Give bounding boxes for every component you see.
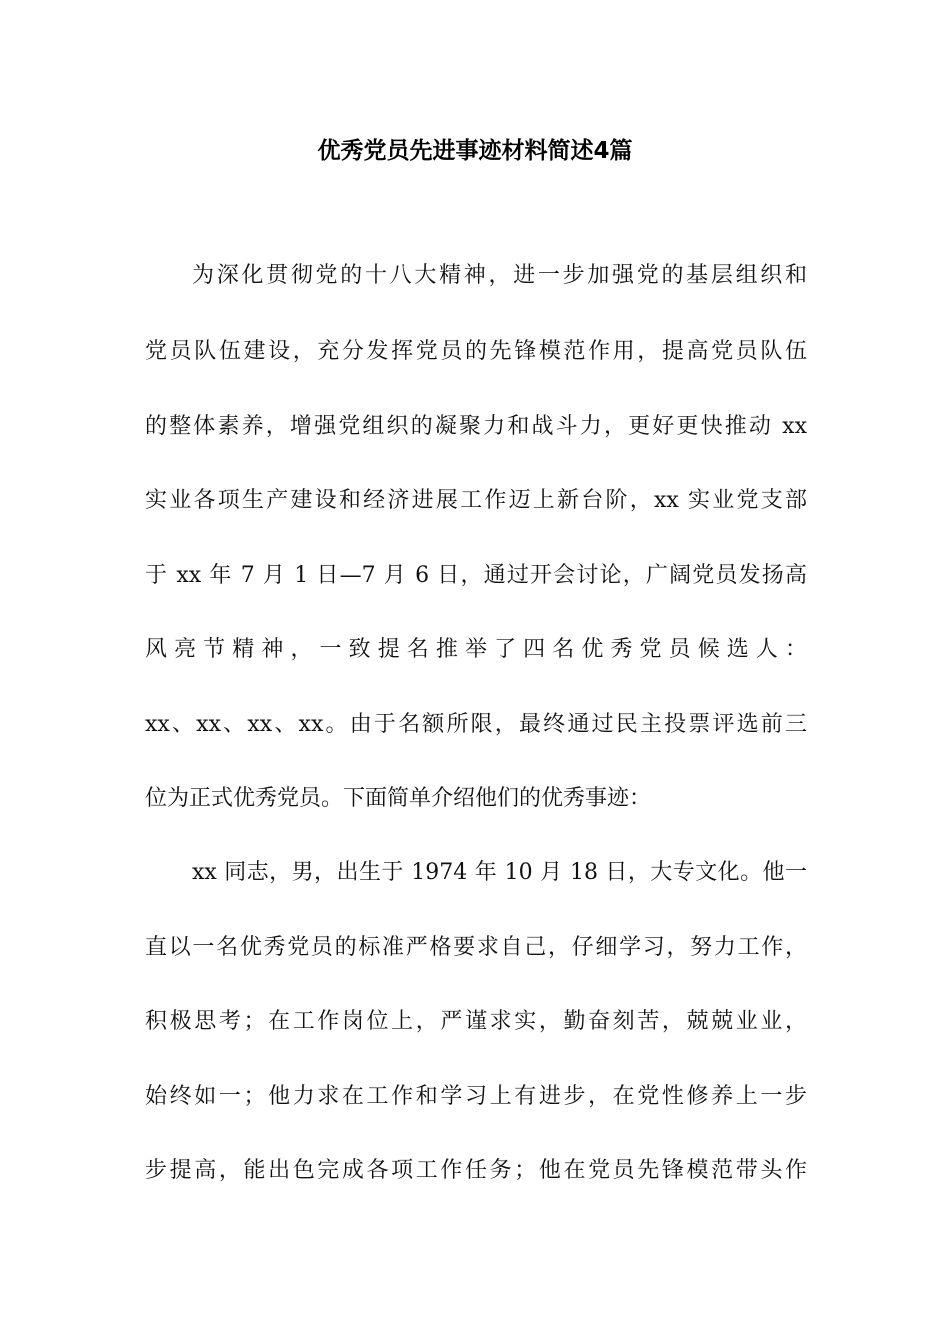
- paragraph-line: 实业各项生产建设和经济进展工作迈上新台阶，xx 实业党支部: [145, 488, 807, 513]
- paragraph-line: 直以一名优秀党员的标准严格要求自己，仔细学习，努力工作，: [145, 935, 807, 960]
- paragraph-line: 步提高，能出色完成各项工作任务；他在党员先锋模范带头作: [145, 1158, 807, 1183]
- paragraph-line: 于 xx 年 7 月 1 日—7 月 6 日，通过开会讨论，广阔党员发扬高: [145, 563, 807, 588]
- paragraph-line: 积极思考；在工作岗位上，严谨求实，勤奋刻苦，兢兢业业，: [145, 1009, 807, 1034]
- document-title: 优秀党员先进事迹材料简述4篇: [317, 138, 633, 164]
- paragraph-line: 的整体素养，增强党组织的凝聚力和战斗力，更好更快推动 xx: [145, 414, 807, 439]
- paragraph-line: 位为正式优秀党员。下面简单介绍他们的优秀事迹：: [145, 786, 652, 811]
- paragraph-line: 党员队伍建设，充分发挥党员的先锋模范作用，提高党员队伍: [145, 339, 807, 364]
- paragraph-line: 风亮节精神，一致提名推举了四名优秀党员候选人：: [145, 637, 807, 662]
- paragraph-line: xx 同志，男，出生于 1974 年 10 月 18 日，大专文化。他一: [192, 860, 807, 885]
- paragraph-line: 为深化贯彻党的十八大精神，进一步加强党的基层组织和: [192, 263, 807, 288]
- paragraph-line: xx、xx、xx、xx。由于名额所限，最终通过民主投票评选前三: [145, 712, 807, 737]
- paragraph-line: 始终如一；他力求在工作和学习上有进步，在党性修养上一步: [145, 1084, 807, 1109]
